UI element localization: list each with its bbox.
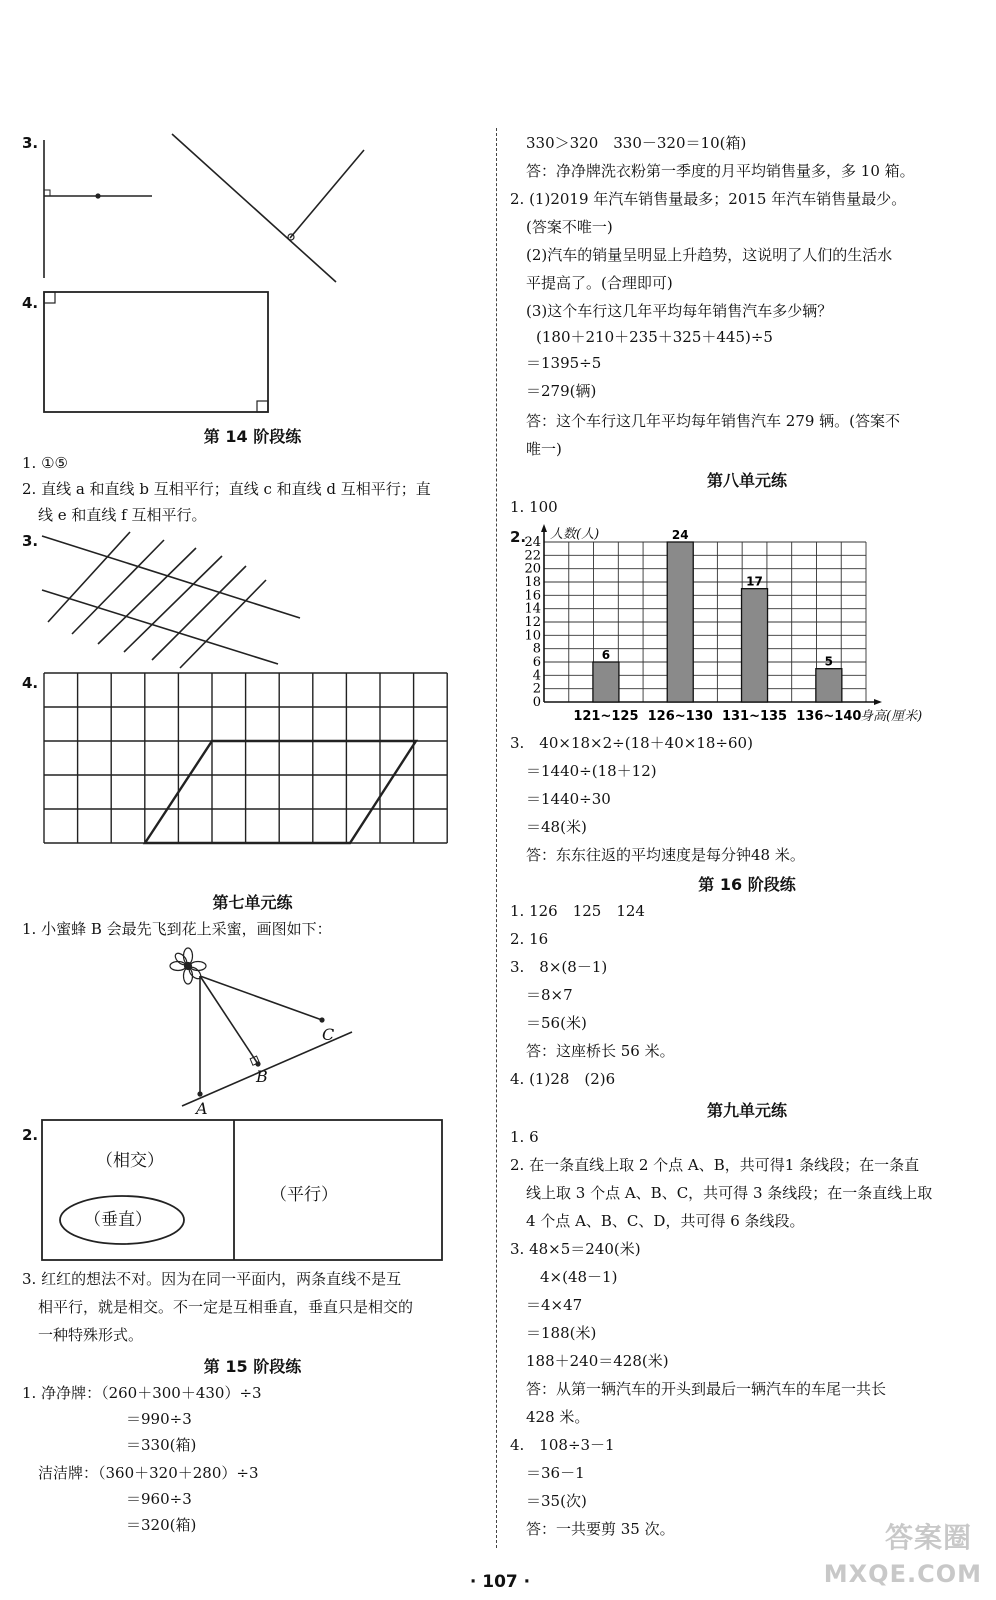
unit9-line-8: ＝188(米) xyxy=(526,1324,597,1342)
chart-x-axis-label: 身高(厘米) xyxy=(860,709,923,724)
right-line-1: 330＞320 330－320＝10(箱) xyxy=(526,134,747,152)
chart-y-tick-label: 6 xyxy=(532,655,541,670)
chart-bar xyxy=(742,589,768,702)
chart-y-tick-label: 2 xyxy=(532,681,541,697)
unit9-line-7: ＝4×47 xyxy=(526,1296,583,1314)
section-15-title: 第 15 阶段练 xyxy=(203,1357,302,1376)
chart-y-tick-label: 10 xyxy=(524,628,541,644)
chart-y-tick-label: 22 xyxy=(524,548,541,564)
chart-y-axis-label: 人数(人) xyxy=(550,527,600,542)
unit9-line-4: 4 个点 A、B、C、D，共可得 6 条线段。 xyxy=(526,1212,805,1230)
chart-category-label: 136~140 xyxy=(796,709,862,724)
right-line-7: (3)这个车行这几年平均每年销售汽车多少辆？ xyxy=(526,302,833,320)
right-line-8: (180＋210＋235＋325＋445)÷5 xyxy=(536,328,773,346)
sec16-line-4: ＝8×7 xyxy=(526,986,573,1004)
box-parallel-text: （平行） xyxy=(270,1185,338,1205)
unit7-line-1: 1. 小蜜蜂 B 会最先飞到花上采蜜，画图如下： xyxy=(22,920,332,938)
sec16-line-2: 2. 16 xyxy=(510,930,549,948)
sec15-line-2: ＝990÷3 xyxy=(126,1410,192,1428)
sec15-line-3: ＝330(箱) xyxy=(126,1436,197,1454)
page-number: · 107 · xyxy=(469,1572,531,1592)
box-perpendicular-text: （垂直） xyxy=(84,1210,152,1230)
sec15-line-4: 洁洁牌：（360＋320＋280）÷3 xyxy=(38,1464,259,1482)
watermark-bottom: MXQE.COM xyxy=(823,1560,982,1588)
unit8-line-4: ＝1440÷(18＋12) xyxy=(526,762,657,780)
right-line-6: 平提高了。(合理即可) xyxy=(526,274,673,292)
right-line-12: 唯一) xyxy=(526,440,562,458)
watermark-logo xyxy=(823,1508,986,1596)
unit7-q2-label: 2. xyxy=(22,1126,39,1144)
chart-x-arrow xyxy=(874,699,882,705)
chart-data-label: 6 xyxy=(601,648,611,662)
sec16-line-5: ＝56(米) xyxy=(526,1014,587,1032)
left-q3-label: 3. xyxy=(22,134,39,152)
unit7-line-3c: 一种特殊形式。 xyxy=(38,1326,144,1344)
unit9-line-1: 1. 6 xyxy=(510,1128,539,1146)
unit9-line-15: 答：一共要剪 35 次。 xyxy=(526,1520,675,1538)
right-line-10: ＝279(辆) xyxy=(526,382,597,400)
chart-y-tick-label: 8 xyxy=(532,641,541,657)
right-line-4: (答案不唯一) xyxy=(526,218,613,236)
right-line-9: ＝1395÷5 xyxy=(526,354,602,372)
chart-y-tick-label: 24 xyxy=(524,535,541,550)
section-14-title: 第 14 阶段练 xyxy=(203,427,302,446)
sec14-line-2: 2. 直线 a 和直线 b 互相平行；直线 c 和直线 d 互相平行；直 xyxy=(22,480,431,498)
unit-8-title: 第八单元练 xyxy=(706,471,787,490)
chart-category-label: 121~125 xyxy=(573,709,639,724)
unit9-line-3: 线上取 3 个点 A、B、C，共可得 3 条线段；在一条直线上取 xyxy=(526,1184,933,1202)
point-a-label: A xyxy=(196,1099,208,1118)
unit8-q2-label: 2. xyxy=(510,528,527,546)
chart-y-tick-label: 20 xyxy=(524,561,541,577)
chart-y-tick-label: 12 xyxy=(524,615,541,630)
chart-y-tick-label: 18 xyxy=(524,575,541,590)
sec16-line-3: 3. 8×(8－1) xyxy=(510,958,608,976)
right-line-3: 2. (1)2019 年汽车销售量最多；2015 年汽车销售量最少。 xyxy=(510,190,907,208)
left-q4-label: 4. xyxy=(22,294,39,312)
unit9-line-13: ＝36－1 xyxy=(526,1464,585,1482)
chart-data-label: 5 xyxy=(824,654,834,669)
box-intersect-text: （相交） xyxy=(96,1151,164,1171)
unit8-line-6: ＝48(米) xyxy=(526,818,587,836)
unit-9-title: 第九单元练 xyxy=(706,1101,787,1120)
watermark-top: 答案圈 xyxy=(884,1521,972,1554)
chart-y-tick-label: 0 xyxy=(532,695,541,710)
unit8-line-7: 答：东东往返的平均速度是每分钟48 米。 xyxy=(526,846,805,864)
sec15-line-6: ＝320(箱) xyxy=(126,1516,197,1534)
sec14-line-3: 线 e 和直线 f 互相平行。 xyxy=(38,506,207,524)
chart-category-label: 126~130 xyxy=(647,709,713,724)
chart-bar xyxy=(816,669,842,702)
sec14-q4-label: 4. xyxy=(22,674,39,692)
unit9-line-2: 2. 在一条直线上取 2 个点 A、B，共可得1 条线段；在一条直 xyxy=(510,1156,920,1174)
sec16-line-1: 1. 126 125 124 xyxy=(510,902,645,920)
unit9-line-12: 4. 108÷3－1 xyxy=(510,1436,615,1454)
unit-7-title: 第七单元练 xyxy=(212,893,293,912)
chart-y-tick-label: 4 xyxy=(532,668,541,684)
unit7-line-3b: 相平行，就是相交。不一定是互相垂直，垂直只是相交的 xyxy=(38,1298,414,1316)
chart-bar xyxy=(667,542,693,702)
unit8-line-3: 3. 40×18×2÷(18＋40×18÷60) xyxy=(510,734,753,752)
sec15-line-5: ＝960÷3 xyxy=(126,1490,192,1508)
unit8-line-1: 1. 100 xyxy=(510,498,558,516)
chart-y-tick-label: 16 xyxy=(524,588,541,604)
chart-y-tick-label: 14 xyxy=(524,601,541,617)
chart-category-label: 131~135 xyxy=(721,709,788,724)
chart-y-arrow xyxy=(541,524,547,532)
unit8-line-5: ＝1440÷30 xyxy=(526,790,611,808)
unit9-line-10: 答：从第一辆汽车的开头到最后一辆汽车的车尾一共长 xyxy=(526,1380,887,1398)
point-b-label: B xyxy=(256,1067,268,1086)
chart-bar xyxy=(593,662,619,702)
point-c-label: C xyxy=(322,1025,335,1044)
section-16-title: 第 16 阶段练 xyxy=(698,875,796,894)
unit9-line-11: 428 米。 xyxy=(526,1408,590,1426)
chart-data-label: 24 xyxy=(671,528,689,542)
sec16-line-6: 答：这座桥长 56 米。 xyxy=(526,1042,675,1060)
sec15-line-1: 1. 净净牌：（260＋300＋430）÷3 xyxy=(22,1384,262,1402)
sec14-line-1: 1. ①⑤ xyxy=(22,454,68,472)
sec16-line-7: 4. (1)28 (2)6 xyxy=(510,1070,616,1088)
unit9-line-14: ＝35(次) xyxy=(526,1492,587,1510)
right-line-11: 答：这个车行这几年平均每年销售汽车 279 辆。(答案不 xyxy=(526,412,901,430)
unit9-line-5: 3. 48×5＝240(米) xyxy=(510,1240,641,1258)
sec14-q3-label: 3. xyxy=(22,532,39,550)
unit9-line-6: 4×(48－1) xyxy=(540,1268,618,1286)
right-line-5: (2)汽车的销量呈明显上升趋势，这说明了人们的生活水 xyxy=(526,246,893,264)
unit9-line-9: 188＋240＝428(米) xyxy=(526,1352,669,1370)
unit7-line-3a: 3. 红红的想法不对。因为在同一平面内，两条直线不是互 xyxy=(22,1270,402,1288)
right-line-2: 答：净净牌洗衣粉第一季度的月平均销售量多，多 10 箱。 xyxy=(526,162,915,180)
chart-data-label: 17 xyxy=(746,574,763,589)
